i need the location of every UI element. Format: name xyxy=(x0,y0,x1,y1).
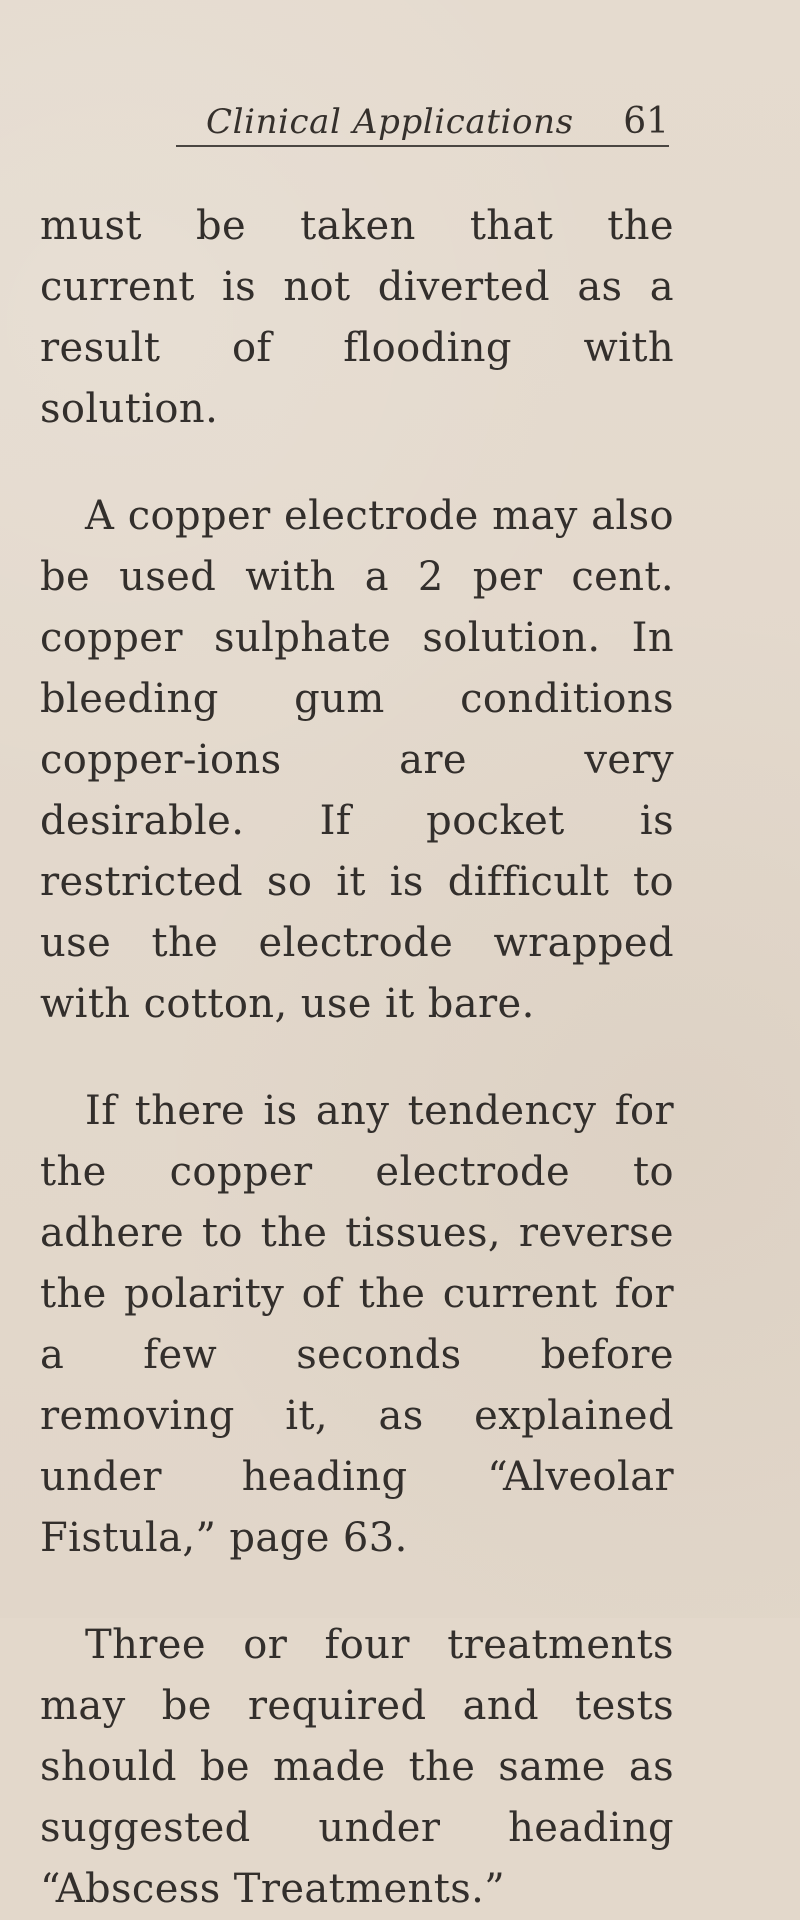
running-title: Clinical Applications xyxy=(206,102,574,142)
paragraph-4: Three or four treatments may be required and tests should be made the same as suggested under heading “Abscess Treatments.” xyxy=(40,1622,674,1912)
page-number: 61 xyxy=(623,101,669,142)
paragraph-2: A copper electrode may also be used with a 2 per cent. copper sulphate solution. In bleeding gum conditions copper-ions are very desirable. If pocket is restricted so it is difficult to use the electrode wrapped with cotton, use it bare. xyxy=(40,493,674,1027)
paragraph-3: If there is any tendency for the copper electrode to adhere to the tissues, reverse the polarity of the current for a few seconds before removing it, as explained under heading “Alveolar Fistula,” page 63. xyxy=(40,1088,674,1561)
paragraph-1: must be taken that the current is not diverted as a result of flooding with solution. xyxy=(40,203,674,432)
body-text xyxy=(40,196,674,1920)
running-head xyxy=(176,103,669,147)
